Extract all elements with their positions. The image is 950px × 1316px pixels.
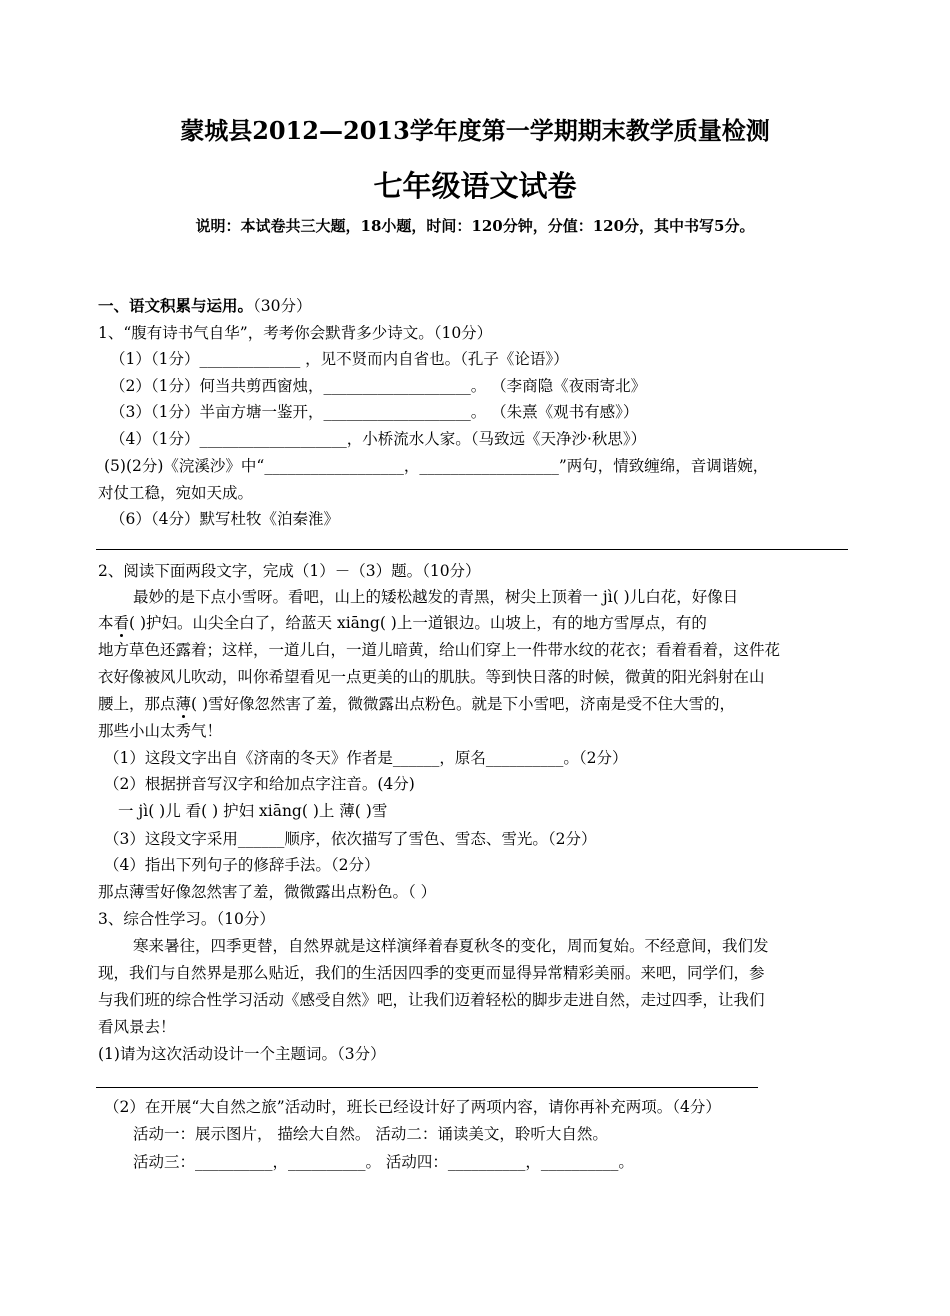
- question-1-item-1: （1）（1分）_____________ ，见不贤而内自省也。（孔子《论语》）: [110, 350, 569, 368]
- passage-text: ( )护妇。山尖全白了，给蓝天 xiāng( )上一道银边。山坡上，有的地方雪厚点，有的: [129, 614, 707, 632]
- exam-title: 蒙城县2012—2013学年度第一学期期末教学质量检测: [180, 116, 770, 145]
- question-2-sub-4-sentence: 那点薄雪好像忽然害了羞，微微露出点粉色。（ ）: [98, 883, 437, 901]
- q3-passage-line: 寒来暑往，四季更替，自然界就是这样演绎着春夏秋冬的变化，周而复始。不经意间，我们发: [133, 937, 769, 955]
- question-1-item-4: （4）（1分）___________________，小桥流水人家。（马致远《天净沙·秋思》）: [110, 430, 647, 448]
- question-2-stem: 2、阅读下面两段文字，完成（1）－（3）题。（10分）: [98, 562, 481, 580]
- exam-instructions: 说明：本试卷共三大题，18小题，时间：120分钟，分值：120分，其中书写5分。: [195, 217, 755, 235]
- section-1-score: （30分）: [253, 297, 312, 315]
- question-1-stem: 1、“腹有诗书气自华”，考考你会默背多少诗文。（10分）: [98, 324, 493, 342]
- passage-line: 衣好像被风儿吹动，叫你希望看见一点更美的山的肌肤。等到快日落的时候，微黄的阳光斜射在山: [98, 668, 765, 686]
- question-1-item-5: (5)(2分)《浣溪沙》中“__________________，__________________”两句，情致缠绵，音调谐婉，: [104, 457, 769, 475]
- passage-line: 地方草色还露着；这样，一道儿白，一道儿暗黄，给山们穿上一件带水纹的花衣；看着看着，这件花: [98, 641, 781, 659]
- question-3-sub-1: (1)请为这次活动设计一个主题词。（3分）: [98, 1045, 386, 1063]
- question-2-sub-2-blanks: 一 jì( )儿 看( ) 护妇 xiāng( )上 薄( )雪: [118, 802, 388, 820]
- passage-line: 最妙的是下点小雪呀。看吧，山上的矮松越发的青黑，树尖上顶着一 jì( )儿白花，好像日: [133, 588, 739, 606]
- passage-line: [98, 694, 735, 714]
- question-2-sub-4: （4）指出下列句子的修辞手法。（2分）: [104, 856, 380, 874]
- activities-row-1: 活动一：展示图片， 描绘大自然。 活动二：诵读美文，聆听大自然。: [133, 1125, 608, 1143]
- q3-passage-line: 看风景去！: [98, 1018, 176, 1036]
- dotted-char: 薄: [175, 695, 192, 713]
- question-3-stem: 3、综合性学习。（10分）: [98, 910, 275, 928]
- question-2-sub-3: （3）这段文字采用______顺序，依次描写了雪色、雪态、雪光。（2分）: [104, 830, 597, 848]
- passage-text: 腰上，那点: [98, 695, 176, 713]
- passage-line: 那些小山太秀气！: [98, 722, 223, 740]
- question-3-sub-2: （2）在开展“大自然之旅”活动时，班长已经设计好了两项内容，请你再补充两项。（4分）: [104, 1098, 721, 1116]
- section-1-title: 一、语文积累与运用。: [98, 296, 254, 315]
- activities-row-2: 活动三：__________，__________。 活动四：__________，__________。: [133, 1153, 634, 1171]
- question-1-item-3: （3）（1分）半亩方塘一鉴开，___________________。 （朱熹《观书有感》）: [110, 403, 639, 421]
- dotted-char: 看: [113, 614, 130, 632]
- passage-line: [98, 613, 707, 633]
- question-1-item-2: （2）（1分）何当共剪西窗烛，___________________。 （李商隐《夜雨寄北》: [110, 377, 647, 395]
- section-1-heading: [98, 296, 312, 316]
- question-1-item-5-cont: 对仗工稳，宛如天成。: [98, 484, 254, 502]
- answer-line: [96, 549, 848, 550]
- question-2-sub-1: （1）这段文字出自《济南的冬天》作者是______，原名__________。（2分）: [104, 749, 628, 767]
- question-1-item-6: （6）（4分）默写杜牧《泊秦淮》: [110, 510, 339, 528]
- q3-passage-line: 与我们班的综合性学习活动《感受自然》吧，让我们迈着轻松的脚步走进自然，走过四季，让我们: [98, 991, 765, 1009]
- q3-passage-line: 现，我们与自然界是那么贴近，我们的生活因四季的变更而显得异常精彩美丽。来吧，同学们，参: [98, 964, 765, 982]
- passage-text: 本: [98, 614, 114, 632]
- passage-text: ( )雪好像忽然害了羞，微微露出点粉色。就是下小雪吧，济南是受不住大雪的，: [191, 695, 736, 713]
- answer-line: [96, 1087, 758, 1088]
- question-2-sub-2: （2）根据拼音写汉字和给加点字注音。(4分): [104, 775, 415, 793]
- exam-subtitle: 七年级语文试卷: [373, 169, 577, 203]
